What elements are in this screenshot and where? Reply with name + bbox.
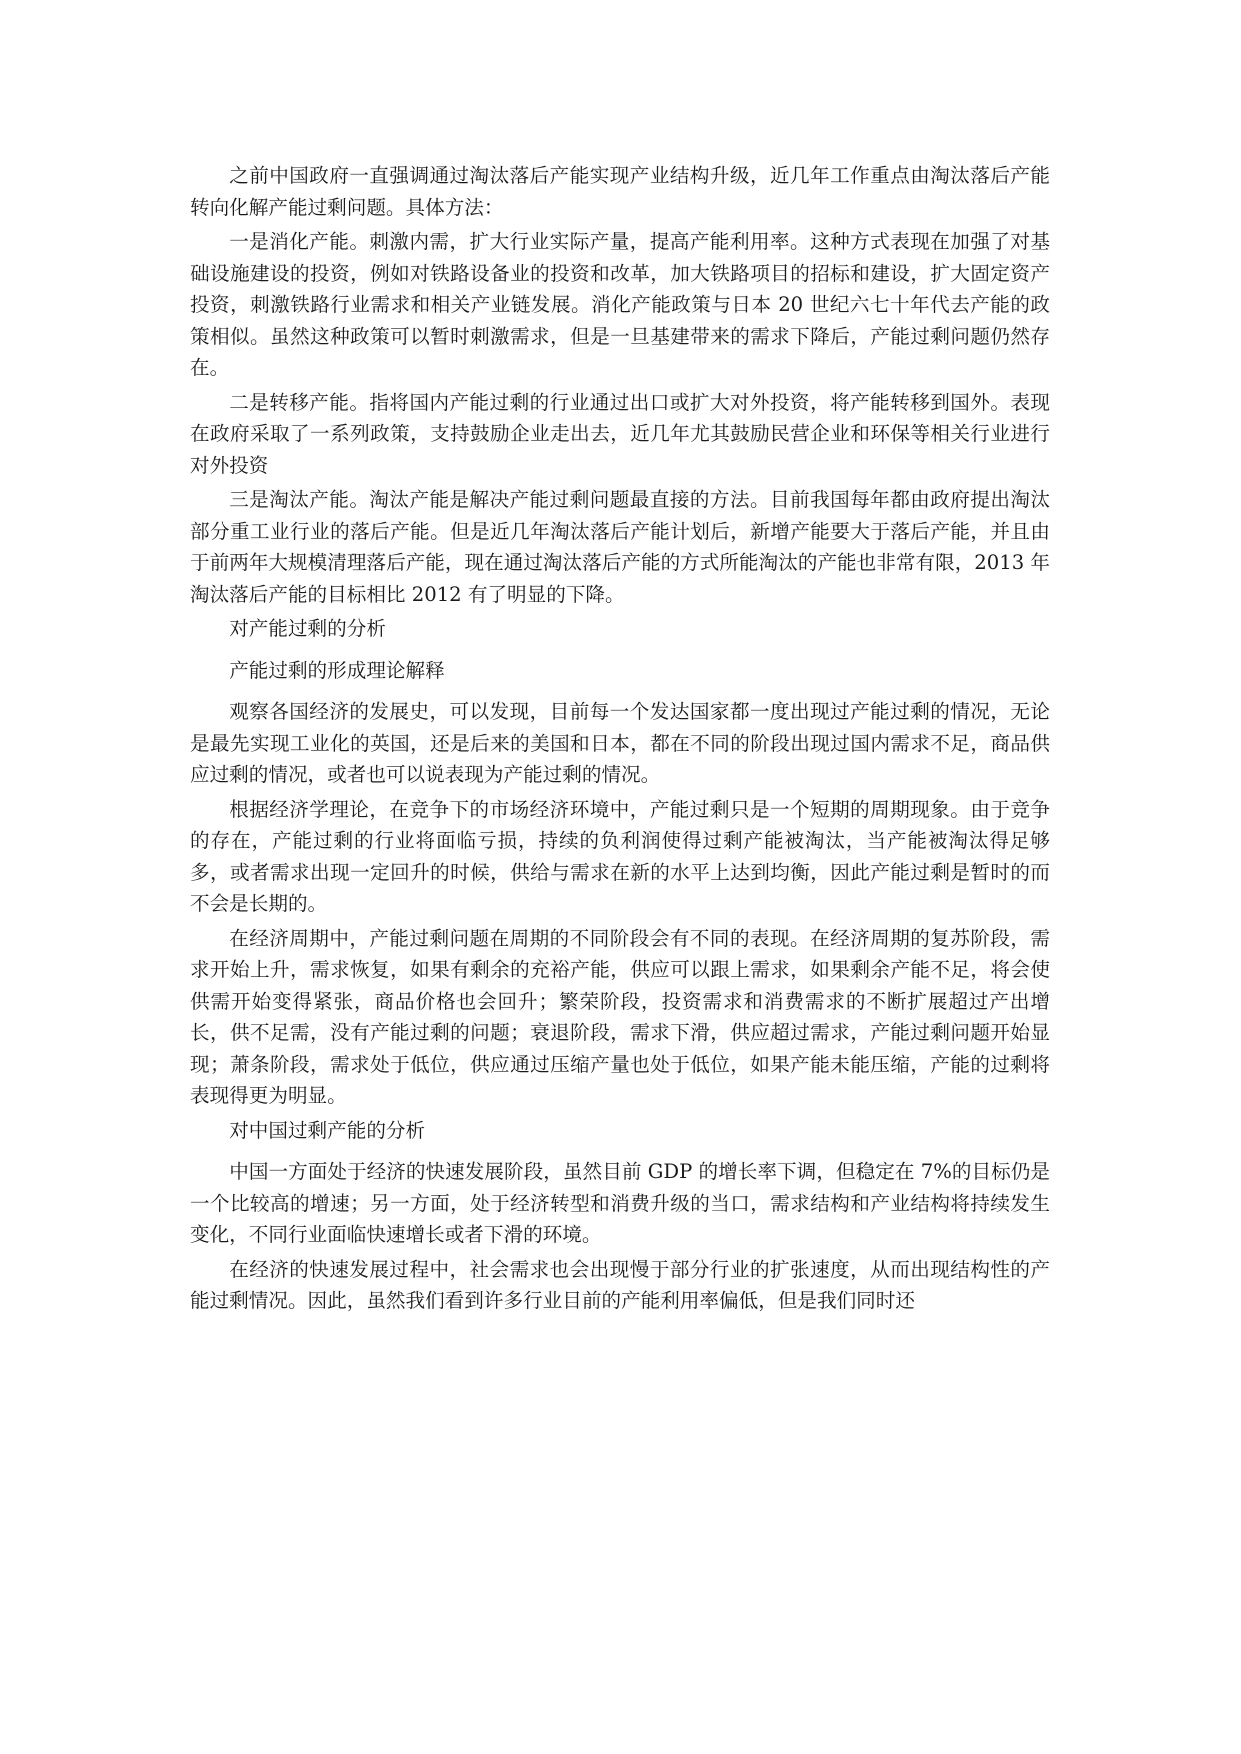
subsection-heading-china: 对中国过剩产能的分析 — [229, 1118, 426, 1142]
paragraph-china-growth: 中国一方面处于经济的快速发展阶段，虽然目前 GDP 的增长率下调，但稳定在 7%的目标仍是一个比较高的增速；另一方面，处于经济转型和消费升级的当口，需求结构和产业结构将持续发生变化，不同行业面临快速增长或者下滑的环境。 — [190, 1160, 1050, 1246]
subsection-heading-theory: 产能过剩的形成理论解释 — [229, 658, 445, 682]
paragraph-structural: 在经济的快速发展过程中，社会需求也会出现慢于部分行业的扩张速度，从而出现结构性的产能过剩情况。因此，虽然我们看到许多行业目前的产能利用率偏低，但是我们同时还 — [190, 1257, 1050, 1312]
paragraph-intro: 之前中国政府一直强调通过淘汰落后产能实现产业结构升级，近几年工作重点由淘汰落后产能转向化解产能过剩问题。具体方法： — [190, 164, 1050, 219]
document-body — [190, 160, 1050, 1320]
paragraph-history: 观察各国经济的发展史，可以发现，目前每一个发达国家都一度出现过产能过剩的情况，无论是最先实现工业化的英国，还是后来的美国和日本，都在不同的阶段出现过国内需求不足，商品供应过剩的情况，或者也可以说表现为产能过剩的情况。 — [190, 700, 1050, 786]
paragraph-method-eliminate: 三是淘汰产能。淘汰产能是解决产能过剩问题最直接的方法。目前我国每年都由政府提出淘汰部分重工业行业的落后产能。但是近几年淘汰落后产能计划后，新增产能要大于落后产能，并且由于前两年大规模清理落后产能，现在通过淘汰落后产能的方式所能淘汰的产能也非常有限，2013 年淘汰落后产能的目标相比 2012 有了明显的下降。 — [190, 488, 1050, 606]
paragraph-cycle: 在经济周期中，产能过剩问题在周期的不同阶段会有不同的表现。在经济周期的复苏阶段，需求开始上升，需求恢复，如果有剩余的充裕产能，供应可以跟上需求，如果剩余产能不足，将会使供需开始变得紧张，商品价格也会回升；繁荣阶段，投资需求和消费需求的不断扩展超过产出增长，供不足需，没有产能过剩的问题；衰退阶段，需求下滑，供应超过需求，产能过剩问题开始显现；萧条阶段，需求处于低位，供应通过压缩产量也处于低位，如果产能未能压缩，产能的过剩将表现得更为明显。 — [190, 926, 1050, 1107]
section-heading-analysis: 对产能过剩的分析 — [229, 617, 386, 640]
paragraph-theory: 根据经济学理论，在竞争下的市场经济环境中，产能过剩只是一个短期的周期现象。由于竞争的存在，产能过剩的行业将面临亏损，持续的负利润使得过剩产能被淘汰，当产能被淘汰得足够多，或者需求出现一定回升的时候，供给与需求在新的水平上达到均衡，因此产能过剩是暂时的而不会是长期的。 — [190, 797, 1050, 915]
paragraph-method-digest: 一是消化产能。刺激内需，扩大行业实际产量，提高产能利用率。这种方式表现在加强了对基础设施建设的投资，例如对铁路设备业的投资和改革，加大铁路项目的招标和建设，扩大固定资产投资，刺激铁路行业需求和相关产业链发展。消化产能政策与日本 20 世纪六七十年代去产能的政策相似。虽然这种政策可以暂时刺激需求，但是一旦基建带来的需求下降后，产能过剩问题仍然存在。 — [190, 230, 1050, 379]
paragraph-method-transfer: 二是转移产能。指将国内产能过剩的行业通过出口或扩大对外投资，将产能转移到国外。表现在政府采取了一系列政策，支持鼓励企业走出去，近几年尤其鼓励民营企业和环保等相关行业进行对外投资 — [190, 390, 1050, 477]
